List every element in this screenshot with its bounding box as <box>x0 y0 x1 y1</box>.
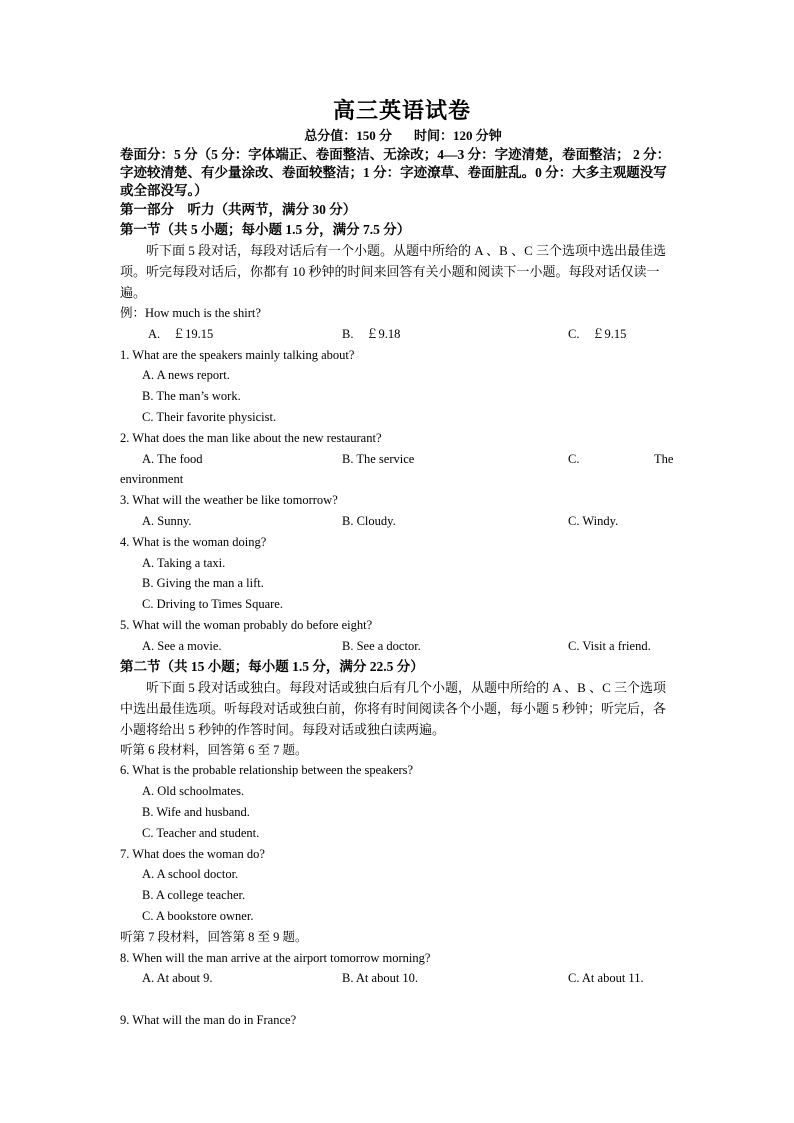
material-6-note: 听第 6 段材料，回答第 6 至 7 题。 <box>120 742 308 757</box>
option-b: B. Cloudy. <box>342 513 396 528</box>
option-c: C. Teacher and student. <box>142 825 260 840</box>
total-score: 总分值：150 分 <box>304 128 392 143</box>
option-b: B. At about 10. <box>342 971 419 986</box>
option-c: C. At about 11. <box>568 971 644 986</box>
question-1: 1. What are the speakers mainly talking about? <box>120 347 355 362</box>
option-c: C. Their favorite physicist. <box>142 409 277 424</box>
option-c: C. A bookstore owner. <box>142 908 254 923</box>
option-c: C. <box>568 451 580 466</box>
option-a: A. Old schoolmates. <box>142 784 245 799</box>
option-b: B. A college teacher. <box>142 888 246 903</box>
question-5-options <box>120 636 676 657</box>
option-a: A. Taking a taxi. <box>142 555 226 570</box>
question-5: 5. What will the woman probably do before eight? <box>120 617 373 632</box>
option-a: A. Sunny. <box>142 513 192 528</box>
option-b: B. Wife and husband. <box>142 804 250 819</box>
option-b: B. The man’s work. <box>142 389 241 404</box>
exam-page <box>120 96 676 1031</box>
option-b: B. The service <box>342 451 415 466</box>
exam-title: 高三英语试卷 <box>332 98 471 123</box>
question-3: 3. What will the weather be like tomorrow? <box>120 493 338 508</box>
option-a: A. The food <box>142 451 203 466</box>
time-limit: 时间：120 分钟 <box>414 128 502 143</box>
paper-neatness-note: 卷面分：5 分（5 分：字体端正、卷面整洁、无涂改；4—3 分：字迹清楚，卷面整洁； 2 分：字迹较清楚、有少量涂改、卷面较整洁；1 分：字迹潦草、卷面脏乱。0 分：大多主观题没写或全部没写。） <box>120 147 671 198</box>
question-3-options <box>120 511 676 532</box>
question-8-options <box>120 968 676 989</box>
option-a: A. A news report. <box>142 368 230 383</box>
option-a: A. At about 9. <box>142 971 213 986</box>
option-c: C. Driving to Times Square. <box>142 597 283 612</box>
option-c: C. Windy. <box>568 513 619 528</box>
option-c-text: The <box>654 451 674 466</box>
example-question: 例：How much is the shirt? <box>120 306 261 320</box>
section2-heading: 第二节（共 15 小题；每小题 1.5 分，满分 22.5 分） <box>120 658 424 674</box>
option-c: C. Visit a friend. <box>568 638 651 653</box>
question-2: 2. What does the man like about the new restaurant? <box>120 430 382 445</box>
question-2-options <box>120 449 676 470</box>
option-c-wrap: environment <box>120 472 184 487</box>
material-7-note: 听第 7 段材料，回答第 8 至 9 题。 <box>120 929 308 944</box>
section1-instructions: 听下面 5 段对话，每段对话后有一个小题。从题中所给的 A 、B 、C 三个选项中选出最佳选项。听完每段对话后，你都有 10 秒钟的时间来回答有关小题和阅读下一小题。每段对话仅读一遍。 <box>120 243 667 300</box>
option-a: A. A school doctor. <box>142 867 239 882</box>
exam-meta <box>130 126 676 146</box>
section1-heading: 第一节（共 5 小题；每小题 1.5 分，满分 7.5 分） <box>120 222 411 237</box>
part1-heading: 第一部分 听力（共两节，满分 30 分） <box>120 202 357 217</box>
option-b: B. Giving the man a lift. <box>142 576 264 591</box>
question-8: 8. When will the man arrive at the airport tomorrow morning? <box>120 950 431 965</box>
option-b: B. See a doctor. <box>342 638 421 653</box>
question-4: 4. What is the woman doing? <box>120 534 267 549</box>
option-a: A. See a movie. <box>142 638 222 653</box>
option-c: C. ￡9.15 <box>568 326 627 341</box>
question-9: 9. What will the man do in France? <box>120 1013 297 1028</box>
question-7: 7. What does the woman do? <box>120 846 265 861</box>
question-6: 6. What is the probable relationship between the speakers? <box>120 763 414 778</box>
example-options <box>120 324 676 345</box>
option-b: B. ￡9.18 <box>342 326 401 341</box>
section2-instructions: 听下面 5 段对话或独白。每段对话或独白后有几个小题，从题中所给的 A 、B 、C 三个选项中选出最佳选项。听每段对话或独白前，你将有时间阅读各个小题，每小题 5 秒钟；听完后，各小题将给出 5 秒钟的作答时间。每段对话或独白读两遍。 <box>120 679 667 737</box>
option-a: A. ￡19.15 <box>148 326 214 341</box>
